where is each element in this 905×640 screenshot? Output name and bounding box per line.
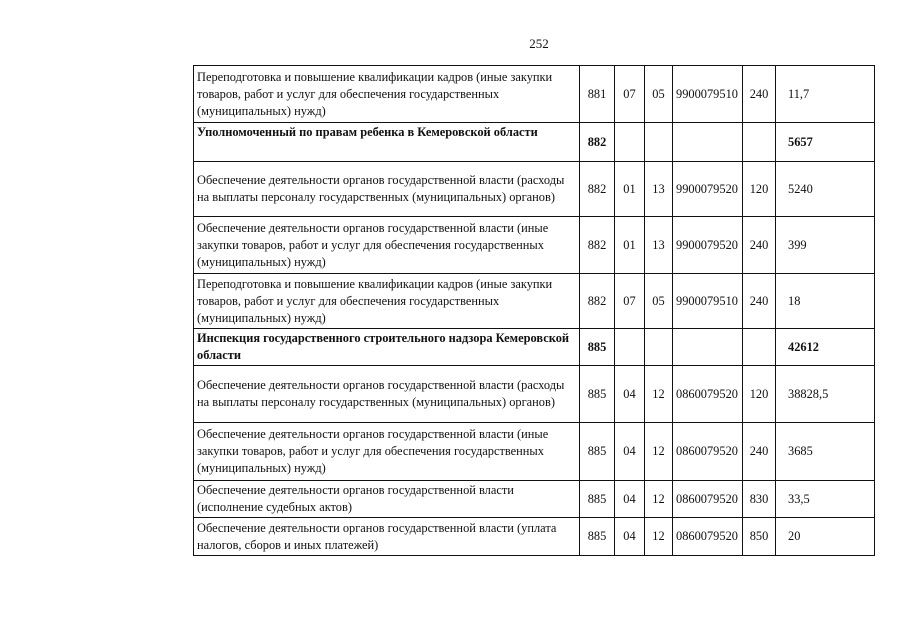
row-amount: 33,5: [776, 481, 875, 518]
row-ved-code: 882: [580, 162, 615, 217]
row-subsection-code: 05: [645, 66, 673, 123]
row-ved-code: 882: [580, 217, 615, 274]
budget-table: [193, 65, 875, 556]
row-amount: 5240: [776, 162, 875, 217]
table-row: [194, 329, 875, 366]
row-ved-code: 885: [580, 518, 615, 556]
row-amount: 18: [776, 274, 875, 329]
row-ved-code: 885: [580, 366, 615, 423]
row-amount: 20: [776, 518, 875, 556]
row-ved-code: 885: [580, 423, 615, 481]
row-target-article: 9900079510: [673, 66, 743, 123]
table-row: [194, 217, 875, 274]
row-name: Обеспечение деятельности органов государственной власти (уплата налогов, сборов и иных платежей): [194, 518, 580, 556]
row-subsection-code: [645, 329, 673, 366]
row-name: Обеспечение деятельности органов государственной власти (иные закупки товаров, работ и услуг для обеспечения государственных (муниципальных) нужд): [194, 217, 580, 274]
row-section-code: 07: [615, 66, 645, 123]
page-number: 252: [529, 36, 549, 51]
row-amount: 11,7: [776, 66, 875, 123]
row-amount: 399: [776, 217, 875, 274]
row-ved-code: 881: [580, 66, 615, 123]
row-name: Обеспечение деятельности органов государственной власти (иные закупки товаров, работ и услуг для обеспечения государственных (муниципальных) нужд): [194, 423, 580, 481]
row-section-code: 07: [615, 274, 645, 329]
row-name: Обеспечение деятельности органов государственной власти (исполнение судебных актов): [194, 481, 580, 518]
row-expense-type: 120: [743, 366, 776, 423]
table-row: [194, 518, 875, 556]
row-section-code: 01: [615, 162, 645, 217]
row-target-article: [673, 329, 743, 366]
row-ved-code: 885: [580, 329, 615, 366]
row-subsection-code: 12: [645, 518, 673, 556]
row-section-code: [615, 123, 645, 162]
row-subsection-code: [645, 123, 673, 162]
table-row: [194, 274, 875, 329]
row-ved-code: 885: [580, 481, 615, 518]
row-name: Обеспечение деятельности органов государственной власти (расходы на выплаты персоналу государственных (муниципальных) органов): [194, 162, 580, 217]
row-section-code: 01: [615, 217, 645, 274]
row-section-code: 04: [615, 518, 645, 556]
row-target-article: 0860079520: [673, 423, 743, 481]
row-ved-code: 882: [580, 123, 615, 162]
table-row: [194, 423, 875, 481]
table-row: [194, 123, 875, 162]
row-expense-type: 830: [743, 481, 776, 518]
row-target-article: 0860079520: [673, 518, 743, 556]
table-row: [194, 66, 875, 123]
row-section-code: [615, 329, 645, 366]
row-name: Переподготовка и повышение квалификации кадров (иные закупки товаров, работ и услуг для обеспечения государственных (муниципальных) нужд): [194, 66, 580, 123]
table-row: [194, 481, 875, 518]
row-target-article: 0860079520: [673, 366, 743, 423]
row-expense-type: 120: [743, 162, 776, 217]
row-subsection-code: 05: [645, 274, 673, 329]
row-name: Уполномоченный по правам ребенка в Кемеровской области: [194, 123, 580, 162]
row-target-article: 9900079520: [673, 162, 743, 217]
row-subsection-code: 13: [645, 162, 673, 217]
row-subsection-code: 12: [645, 366, 673, 423]
row-target-article: 9900079510: [673, 274, 743, 329]
row-section-code: 04: [615, 366, 645, 423]
row-expense-type: [743, 329, 776, 366]
row-target-article: 0860079520: [673, 481, 743, 518]
row-name: Обеспечение деятельности органов государственной власти (расходы на выплаты персоналу государственных (муниципальных) органов): [194, 366, 580, 423]
row-amount: 3685: [776, 423, 875, 481]
table-row: [194, 162, 875, 217]
row-expense-type: 240: [743, 423, 776, 481]
row-amount: 42612: [776, 329, 875, 366]
row-subsection-code: 12: [645, 481, 673, 518]
row-subsection-code: 12: [645, 423, 673, 481]
row-ved-code: 882: [580, 274, 615, 329]
row-expense-type: 240: [743, 66, 776, 123]
row-target-article: 9900079520: [673, 217, 743, 274]
row-expense-type: 240: [743, 217, 776, 274]
row-expense-type: 850: [743, 518, 776, 556]
row-amount: 5657: [776, 123, 875, 162]
row-subsection-code: 13: [645, 217, 673, 274]
row-expense-type: 240: [743, 274, 776, 329]
row-target-article: [673, 123, 743, 162]
row-name: Инспекция государственного строительного надзора Кемеровской области: [194, 329, 580, 366]
row-amount: 38828,5: [776, 366, 875, 423]
row-expense-type: [743, 123, 776, 162]
row-section-code: 04: [615, 481, 645, 518]
table-row: [194, 366, 875, 423]
row-section-code: 04: [615, 423, 645, 481]
row-name: Переподготовка и повышение квалификации кадров (иные закупки товаров, работ и услуг для обеспечения государственных (муниципальных) нужд): [194, 274, 580, 329]
